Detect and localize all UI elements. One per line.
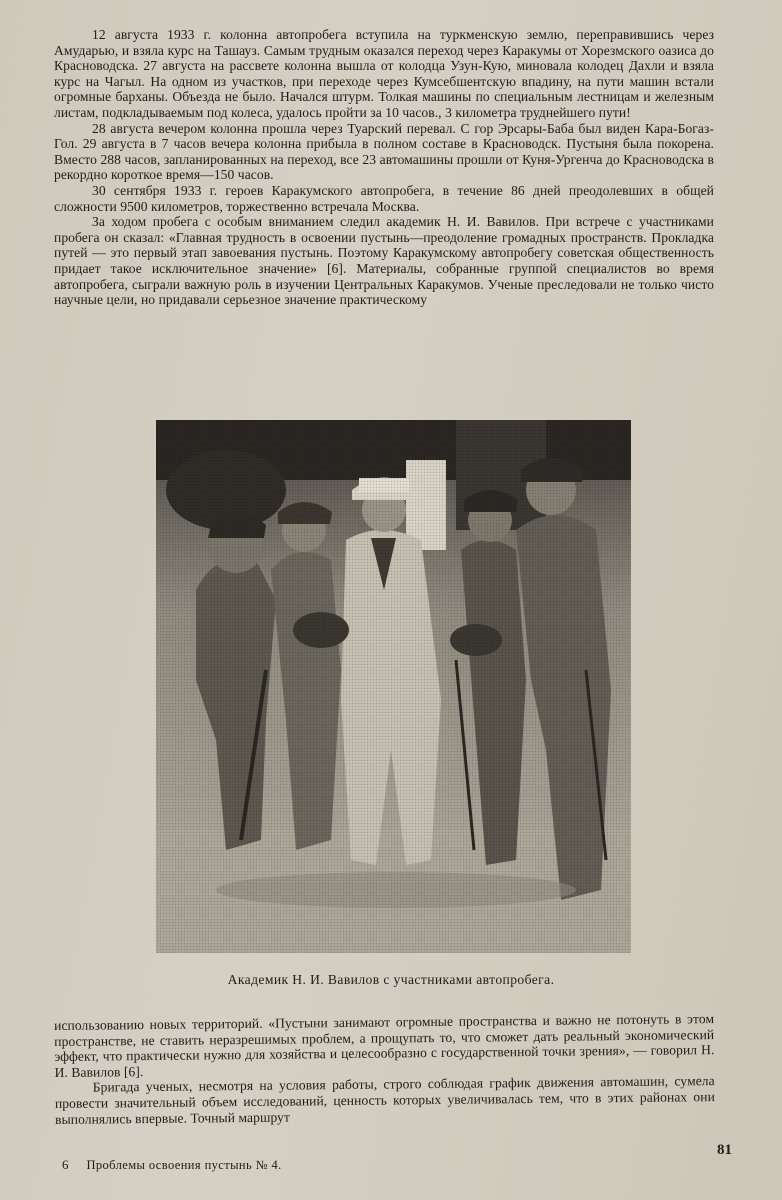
paragraph-6: Бригада ученых, несмотря на условия работы, строго соблюдая график движения автомашин, сумела провести значительный объем исследований, ценность которых увеличивалась тем, что в этих районах они выполнялись впервые. Точный маршрут — [54, 1073, 715, 1127]
journal-title: Проблемы освоения пустынь № 4. — [86, 1158, 282, 1172]
photo-illustration — [156, 420, 631, 953]
page-number: 81 — [717, 1142, 732, 1158]
paragraph-3: 30 сентября 1933 г. героев Каракумского автопробега, в течение 86 дней преодолевших в общей сложности 9500 километров, торжественно встречала Москва. — [54, 182, 714, 214]
photo-caption: Академик Н. И. Вавилов с участниками автопробега. — [227, 972, 555, 987]
page-footer — [62, 1157, 282, 1173]
signature-mark: 6 — [62, 1157, 69, 1172]
paragraph-4: За ходом пробега с особым вниманием следил академик Н. И. Вавилов. При встрече с участниками пробега он сказал: «Главная трудность в освоении пустынь—преодоление громадных пространств. Прокладка путей — это первый этап завоевания пустынь. Поэтому Каракумскому автопробегу советская общественность придает такое исключительное значение» [6]. Материалы, собранные группой специалистов во время автопробега, сыграли важную роль в изучении Центральных Каракумов. Ученые преследовали не только чисто научные цели, но придавали серьезное значение практическому — [54, 214, 714, 308]
paragraph-5: использованию новых территорий. «Пустыни занимают огромные пространства и важно не потонуть в этом пространстве, не ставить неразрешимых проблем, а прощупать то, что сможет дать реальный экономический эффект, что практически нужно для хозяйства и целесообразно с государственной точки зрения», — говорил Н. И. Вавилов [6]. — [54, 1011, 715, 1080]
halftone-photograph — [156, 420, 631, 953]
paragraph-1: 12 августа 1933 г. колонна автопробега вступила на туркменскую землю, переправившись через Амударью, и взяла курс на Ташауз. Самым трудным оказался переход через Каракумы от Хорезмского оазиса до Красноводска. 27 августа на рассвете колонна вышла от колодца Узун-Кую, миновала колодец Дахли и взяла курс на Чагыл. На одном из участков, при переходе через Кумсебшентскую впадину, на пути машин встали огромные барханы. Объезда не было. Начался штурм. Толкая машины по специальным лестницам и железным листам, подкладываемым под колеса, удалось пройти за 10 часов., 3 километра труднейшего пути! — [54, 27, 714, 120]
top-text-block — [54, 27, 714, 308]
paragraph-2: 28 августа вечером колонна прошла через Туарский перевал. С гор Эрсары-Баба был виден Кара-Богаз-Гол. 29 августа в 7 часов вечера колонна прибыла в полном составе в Красноводск. Пустыня была покорена. Вместо 288 часов, запланированных на переход, все 23 автомашины прошли от Куня-Ургенча до Красноводска в рекордно короткое время—150 часов. — [54, 120, 714, 183]
bottom-text-block — [54, 1011, 715, 1127]
